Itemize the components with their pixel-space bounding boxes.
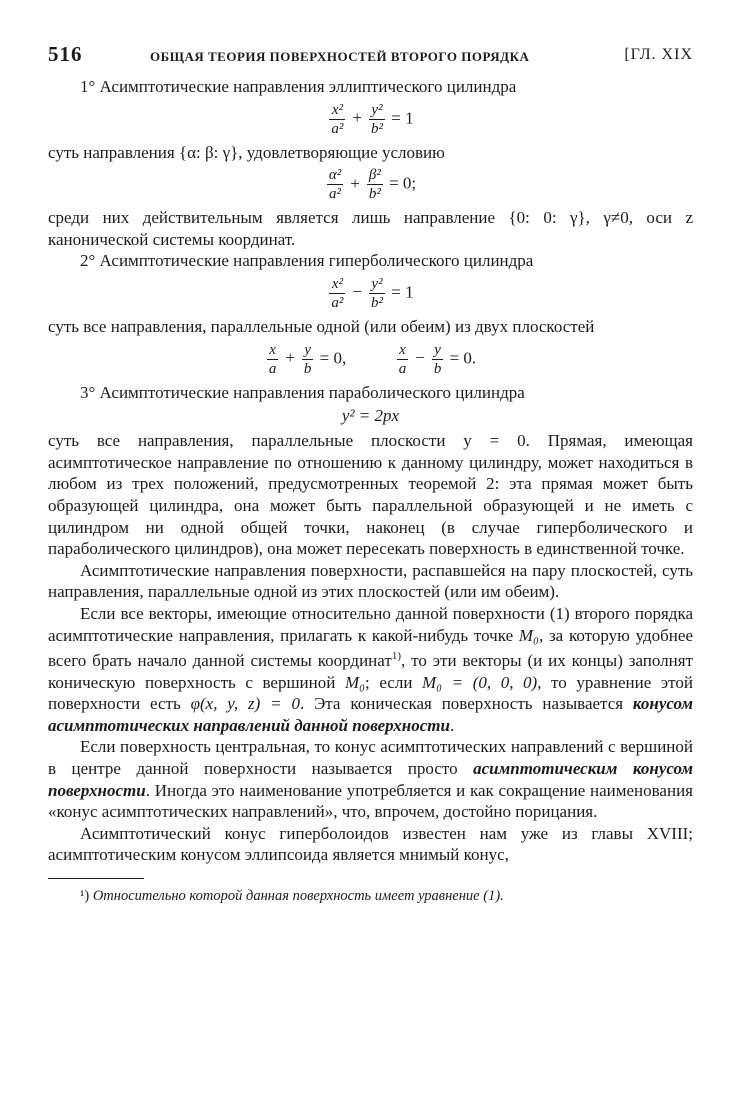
item3-text: суть все направления, параллельные плоскости y = 0. Прямая, имеющая асимптотическое направление по отношению к данному цилиндру, может находиться в любом из трех положений, предусмотренных теоремой 2: эта прямая может быть образующей цилиндра, она может быть параллельной образующей и не иметь с цилиндром ни одной общей точки, наконец (в случае гиперболического и параболического цилиндров), она может пересекать поверхность в единственной точке. <box>48 431 693 559</box>
fraction: $\frac{x}{a}$ <box>268 341 277 377</box>
defined-term: конусом асимптотических направлений данной поверхности <box>48 694 693 735</box>
chapter-label: [ГЛ. XIX <box>624 46 693 63</box>
fraction: $\frac{\text{x²}}{\text{a²}}$ <box>331 101 344 137</box>
hyperboloid-cone-paragraph: Асимптотический конус гиперболоидов известен нам уже из главы XVIII; асимптотическим конусом эллипсоида является мнимый конус, <box>48 823 693 865</box>
ellipse-cylinder-equation: $\frac{\text{x²}}{\text{a²}}$ + $\frac{\text{y²}}{\text{b²}}$ = 1 <box>331 101 414 137</box>
book-page <box>48 40 693 905</box>
asymptotic-condition-equation: $\frac{\text{α²}}{\text{a²}}$ + $\frac{\text{β²}}{\text{b²}}$ = 0; <box>328 167 417 203</box>
item1-conclusion: среди них действительным является лишь направление {0: 0: γ}, γ≠0, оси z канонической системы координат. <box>48 208 693 249</box>
defined-term: асимптотическим конусом поверхности <box>48 759 693 800</box>
running-title: ОБЩАЯ ТЕОРИЯ ПОВЕРХНОСТЕЙ ВТОРОГО ПОРЯДКА <box>150 49 530 64</box>
footnote-text: Относительно которой данная поверхность имеет уравнение (1). <box>92 888 504 905</box>
fraction: $\frac{x}{a}$ <box>398 341 407 377</box>
fraction: $\frac{\text{α²}}{\text{a²}}$ <box>328 167 342 203</box>
central-surface-paragraph: Если поверхность центральная, то конус асимптотических направлений с вершиной в центре данной поверхности называется просто асимптотическим конусом поверхности. Иногда это наименование употребляется и как сокращение наименования «конус асимптотических направлений», что, впрочем, достойно порицания. <box>48 737 693 822</box>
item3-intro: 3° Асимптотические направления параболического цилиндра <box>80 382 525 402</box>
fraction: $\frac{\text{y²}}{\text{b²}}$ <box>371 101 383 137</box>
hyperbolic-cylinder-equation: $\frac{\text{x²}}{\text{a²}}$ − $\frac{\text{y²}}{\text{b²}}$ = 1 <box>331 275 414 311</box>
asymptotic-planes-equations: $\frac{x}{a}$ + $\frac{y}{b}$ = 0, $\frac{x}{a}$ − $\frac{y}{b}$ = 0. <box>268 341 477 377</box>
page-header <box>48 40 693 76</box>
fraction: $\frac{\text{x²}}{\text{a²}}$ <box>331 275 344 311</box>
item2-intro: 2° Асимптотические направления гиперболического цилиндра <box>80 251 534 271</box>
footnote <box>48 887 693 905</box>
item2-text: суть все направления, параллельные одной (или обеим) из двух плоскостей <box>48 316 595 336</box>
footnote-mark: ¹) <box>80 888 90 905</box>
fraction: $\frac{\text{y²}}{\text{b²}}$ <box>371 275 383 311</box>
footnote-divider <box>48 878 144 879</box>
fraction: $\frac{y}{b}$ <box>303 341 312 377</box>
fraction: $\frac{y}{b}$ <box>433 341 442 377</box>
fraction: $\frac{\text{β²}}{\text{b²}}$ <box>368 167 381 203</box>
parabolic-cylinder-equation: y² = 2px <box>341 406 400 426</box>
cone-paragraph: Если все векторы, имеющие относительно данной поверхности (1) второго порядка асимптотические направления, прилагать к какой-нибудь точке M₀, за которую удобнее всего брать начало данной системы координат$^{1)}$, то эти векторы (и их концы) заполнят коническую поверхность с вершиной M₀; если M₀ = (0, 0, 0), то уравнение этой поверхности есть φ(x, y, z) = 0. Эта коническая поверхность называется конусом асимптотических направлений данной поверхности. <box>48 603 693 735</box>
page-number: 516 <box>48 42 83 66</box>
item1-intro: 1° Асимптотические направления эллиптического цилиндра <box>80 77 517 96</box>
item1-condition-text: суть направления {α: β: γ}, удовлетворяющие условию <box>48 142 445 162</box>
footnote-reference: 1) <box>391 650 401 663</box>
pair-of-planes-paragraph: Асимптотические направления поверхности, распавшейся на пару плоскостей, суть направления, параллельные одной из этих плоскостей (или им обеим). <box>48 560 693 602</box>
